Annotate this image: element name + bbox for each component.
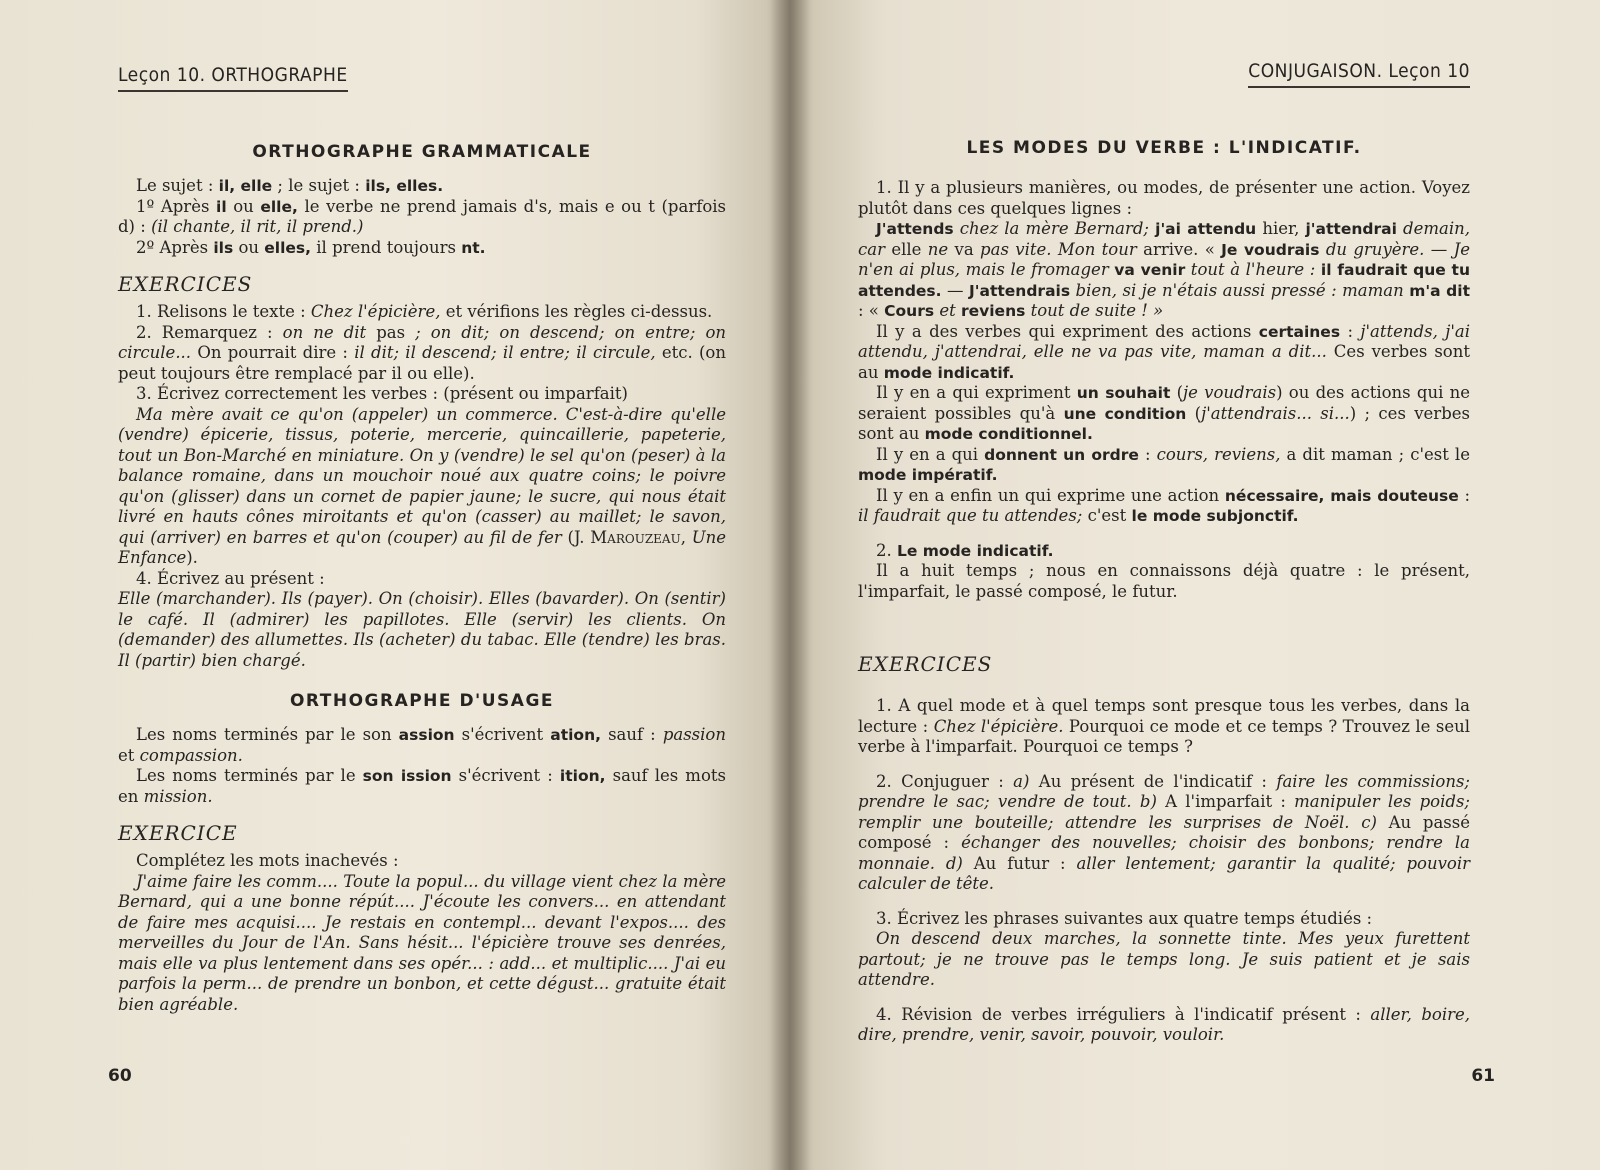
exercice-heading: EXERCICE	[118, 821, 238, 845]
right-exercise-2: 2. Conjuguer : a) Au présent de l'indicatif : faire les commissions; prendre le sac; vendre de tout. b) A l'imparfait : manipuler les poids; remplir une bouteille; attendre les surprises de Noël. c) Au passé composé : échanger des nouvelles; choisir des bonbons; rendre la monnaie. d) Au futur : aller lentement; garantir la qualité; pouvoir calculer de tête.	[858, 771, 1471, 893]
rule-2: 2º Après ils ou elles, il prend toujours nt.	[136, 237, 486, 257]
mode-indicatif-heading: 2. Le mode indicatif.	[876, 540, 1054, 560]
indicatif-tenses: Il a huit temps ; nous en connaissons déjà quatre : le présent, l'imparfait, le passé composé, le futur.	[858, 561, 1470, 601]
left-page-header: Leçon 10. ORTHOGRAPHE	[118, 64, 348, 92]
section-title-modes: LES MODES DU VERBE : L'INDICATIF.	[966, 138, 1362, 158]
right-exercise-3-text: On descend deux marches, la sonnette tinte. Mes yeux furettent partout; je ne trouve pas le temps long. Je suis patient et je sais attendre.	[858, 929, 1470, 989]
exercise-3-instruction: 3. Écrivez correctement les verbes : (présent ou imparfait)	[136, 384, 628, 403]
page-number-left: 60	[108, 1066, 132, 1086]
right-page	[790, 0, 1600, 1170]
book-gutter-shadow	[770, 0, 810, 1170]
modes-example: J'attends chez la mère Bernard; j'ai attendu hier, j'attendrai demain, car elle ne va pas vite. Mon tour arrive. « Je voudrais du gruyère. — Je n'en ai plus, mais le fromager va venir tout à l'heure : il faudrait que tu attendes. — J'attendrais bien, si je n'étais aussi pressé : maman m'a dit : « Cours et reviens tout de suite ! »	[858, 219, 1471, 320]
exercice-instruction: Complétez les mots inachevés :	[136, 851, 399, 870]
exercise-3-text: Ma mère avait ce qu'on (appeler) un commerce. C'est-à-dire qu'elle (vendre) épicerie, tissus, poterie, mercerie, quincaillerie, papeterie, tout un Bon-Marché en miniature. On y (vendre) le sel qu'on (peser) à la balance romaine, dans un mouchoir noué aux quatre coins; le poivre qu'on (glisser) dans un cornet de papier jaune; le sucre, qui nous était livré en hauts cônes miroitants et qu'on (casser) au maillet; le savon, qui (arriver) en barres et qu'on (couper) au fil de fer (J. Marouzeau, Une Enfance).	[118, 404, 726, 567]
right-page-content	[858, 0, 1470, 1046]
page-number-right: 61	[1471, 1066, 1495, 1086]
right-page-header: CONJUGAISON. Leçon 10	[1248, 60, 1470, 88]
exercice-text: J'aime faire les comm.... Toute la popul... du village vient chez la mère Bernard, qui a une bonne répút.... J'écoute les convers... en attendant de faire mes acquisi.... Je restais en contempl... devant l'expos.... des merveilles du Jour de l'An. Sans hésit... l'épicière trouve ses denrées, mais elle va plus lentement dans ses opér... : add... et multiplic.... J'ai eu parfois la perm... de prendre un bonbon, et cette dégust... gratuite était bien agréable.	[118, 871, 726, 1014]
mode-conditionnel-paragraph: Il y en a qui expriment un souhait (je voudrais) ou des actions qui ne seraient possibles qu'à une condition (j'attendrais... si...) ; ces verbes sont au mode conditionnel.	[858, 383, 1470, 443]
right-exercise-3-instruction: 3. Écrivez les phrases suivantes aux quatre temps étudiés :	[876, 908, 1373, 928]
modes-intro: 1. Il y a plusieurs manières, ou modes, de présenter une action. Voyez plutôt dans ces quelques lignes :	[858, 178, 1470, 218]
exercise-4-instruction: 4. Écrivez au présent :	[136, 568, 325, 588]
mode-subjonctif-paragraph: Il y en a enfin un qui exprime une action nécessaire, mais douteuse : il faudrait que tu attendes; c'est le mode subjonctif.	[858, 485, 1471, 525]
section-title-grammaticale: ORTHOGRAPHE GRAMMATICALE	[252, 142, 592, 162]
left-page	[0, 0, 790, 1170]
rule-1: 1º Après il ou elle, le verbe ne prend jamais d's, mais e ou t (parfois d) : (il chante, il rit, il prend.)	[118, 196, 726, 236]
exercise-2: 2. Remarquez : on ne dit pas ; on dit; on descend; on entre; on circule... On pourrait dire : il dit; il descend; il entre; il circule, etc. (on peut toujours être remplacé par il ou elle).	[118, 322, 727, 383]
usage-rule-2: Les noms terminés par le son ission s'écrivent : ition, sauf les mots en mission.	[118, 766, 726, 806]
mode-indicatif-paragraph: Il y a des verbes qui expriment des actions certaines : j'attends, j'ai attendu, j'attendrai, elle ne va pas vite, maman a dit... Ces verbes sont au mode indicatif.	[858, 321, 1470, 382]
right-exercise-1: 1. A quel mode et à quel temps sont presque tous les verbes, dans la lecture : Chez l'épicière. Pourquoi ce mode et ce temps ? Trouvez le seul verbe à l'imparfait. Pourquoi ce temps ?	[858, 696, 1471, 756]
exercise-1: 1. Relisons le texte : Chez l'épicière, et vérifions les règles ci-dessus.	[136, 302, 713, 321]
usage-rule-1: Les noms terminés par le son assion s'écrivent ation, sauf : passion et compassion.	[118, 725, 726, 765]
exercises-heading-right: EXERCICES	[858, 652, 993, 676]
section-title-usage: ORTHOGRAPHE D'USAGE	[289, 691, 555, 711]
right-exercise-4: 4. Révision de verbes irréguliers à l'indicatif présent : aller, boire, dire, prendre, venir, savoir, pouvoir, vouloir.	[858, 1004, 1471, 1044]
rule-intro: Le sujet : il, elle ; le sujet : ils, elles.	[136, 176, 444, 195]
left-page-content	[118, 0, 726, 1015]
exercises-heading-left: EXERCICES	[118, 272, 253, 296]
exercise-4-text: Elle (marchander). Ils (payer). On (choisir). Elles (bavarder). On (sentir) le café. Il (admirer) les papillotes. Elle (servir) les clients. On (demander) des allumettes. Ils (acheter) du tabac. Elle (tendre) les bras. Il (partir) bien chargé.	[118, 589, 726, 670]
mode-imperatif-paragraph: Il y en a qui donnent un ordre : cours, reviens, a dit maman ; c'est le mode impératif.	[858, 444, 1470, 484]
